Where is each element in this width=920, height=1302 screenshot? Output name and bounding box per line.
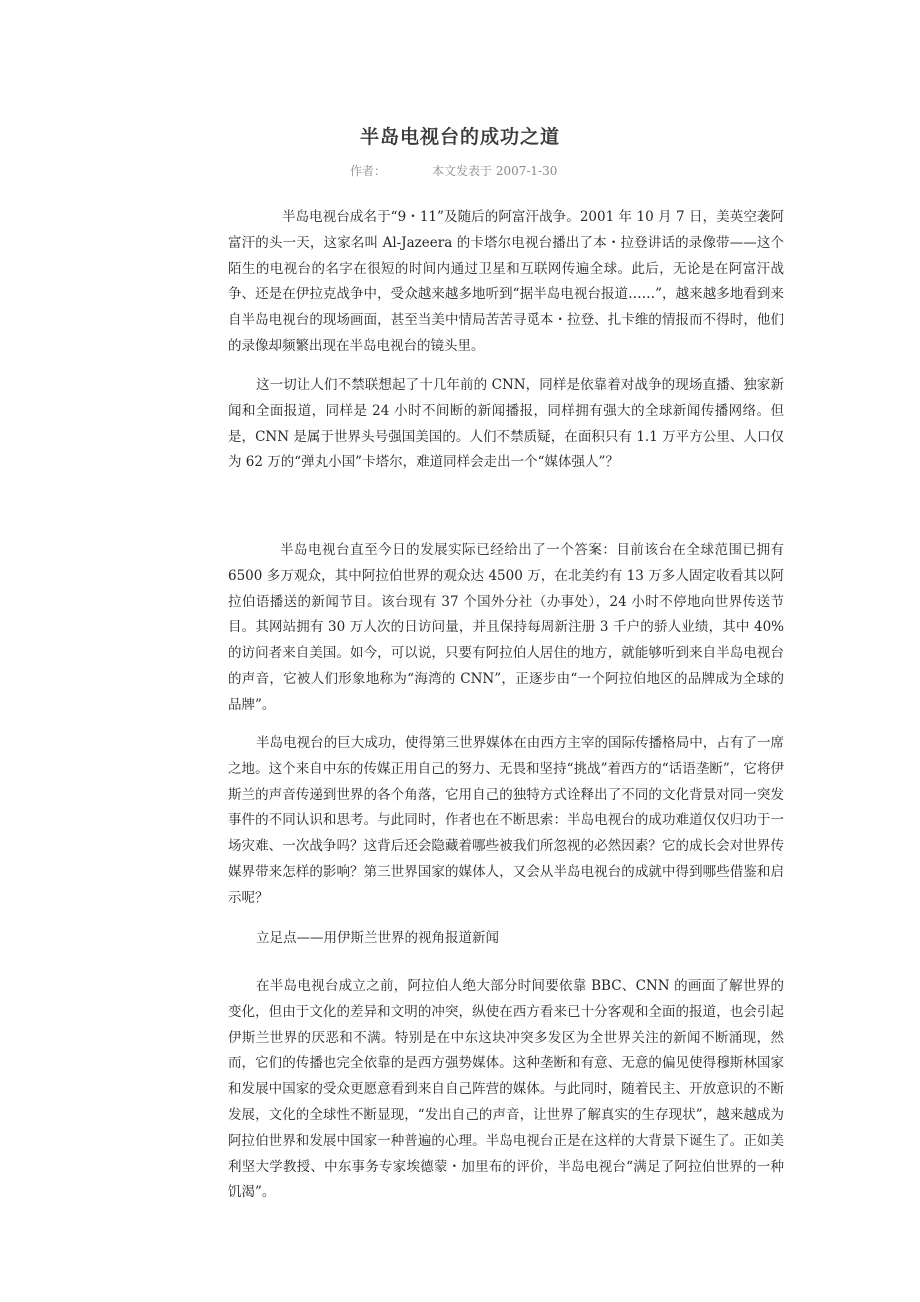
paragraph-4: 半岛电视台的巨大成功，使得第三世界媒体在由西方主宰的国际传播格局中，占有了一席之地。这个来自中东的传媒正用自己的努力、无畏和坚持“挑战”着西方的“话语垄断”，它将伊斯兰的声音传递到世界的各个角落，它用自己的独特方式诠释出了不同的文化背景对同一突发事件的不同认识和思考。与此同时，作者也在不断思索：半岛电视台的成功难道仅仅归功于一场灾难、一次战争吗？这背后还会隐藏着哪些被我们所忽视的必然因素？它的成长会对世界传媒界带来怎样的影响？第三世界国家的媒体人，又会从半岛电视台的成就中得到哪些借鉴和启示呢？ — [228, 735, 784, 906]
paragraph-3: 半岛电视台直至今日的发展实际已经给出了一个答案：目前该台在全球范围已拥有 6500 多万观众，其中阿拉伯世界的观众达 4500 万，在北美约有 13 万多人固定收看其以阿拉伯语播送的新闻节目。该台现有 37 个国外分社（办事处），24 小时不停地向世界传送节目。其网站拥有 30 万人次的日访问量，并且保持每周新注册 3 千户的骄人业绩，其中 40%的访问者来自美国。如今，可以说，只要有阿拉伯人居住的地方，就能够听到来自半岛电视台的声音，它被人们形象地称为“海湾的 CNN”，正逐步由“一个阿拉伯地区的品牌成为全球的品牌”。 — [228, 542, 784, 713]
article-title: 半岛电视台的成功之道 — [359, 126, 560, 148]
article-meta — [350, 162, 557, 179]
section-heading: 立足点——用伊斯兰世界的视角报道新闻 — [256, 930, 499, 946]
paragraph-2: 这一切让人们不禁联想起了十几年前的 CNN，同样是依靠着对战争的现场直播、独家新闻和全面报道，同样是 24 小时不间断的新闻播报，同样拥有强大的全球新闻传播网络。但是，CNN 是属于世界头号强国美国的。人们不禁质疑，在面积只有 1.1 万平方公里、人口仅为 62 万的“弹丸小国”卡塔尔，难道同样会走出一个“媒体强人”？ — [228, 377, 784, 471]
publish-date: 本文发表于 2007-1-30 — [432, 164, 558, 178]
author-label: 作者： — [350, 164, 387, 178]
paragraph-5: 在半岛电视台成立之前，阿拉伯人绝大部分时间要依靠 BBC、CNN 的画面了解世界的变化，但由于文化的差异和文明的冲突，纵使在西方看来已十分客观和全面的报道，也会引起伊斯兰世界的厌恶和不满。特别是在中东这块冲突多发区为全世界关注的新闻不断涌现，然而，它们的传播也完全依靠的是西方强势媒体。这种垄断和有意、无意的偏见使得穆斯林国家和发展中国家的受众更愿意看到来自自己阵营的媒体。与此同时，随着民主、开放意识的不断发展，文化的全球性不断显现，“发出自己的声音，让世界了解真实的生存现状”，越来越成为阿拉伯世界和发展中国家一种普遍的心理。半岛电视台正是在这样的大背景下诞生了。正如美利坚大学教授、中东事务专家埃德蒙・加里布的评价，半岛电视台“满足了阿拉伯世界的一种饥渴”。 — [228, 978, 784, 1201]
paragraph-1: 半岛电视台成名于“9・11”及随后的阿富汗战争。2001 年 10 月 7 日，美英空袭阿富汗的头一天，这家名叫 Al-Jazeera 的卡塔尔电视台播出了本・拉登讲话的录像带——这个陌生的电视台的名字在很短的时间内通过卫星和互联网传遍全球。此后，无论是在阿富汗战争、还是在伊拉克战争中，受众越来越多地听到“据半岛电视台报道……”，越来越多地看到来自半岛电视台的现场画面，甚至当美中情局苦苦寻觅本・拉登、扎卡维的情报而不得时，他们的录像却频繁出现在半岛电视台的镜头里。 — [228, 209, 784, 354]
